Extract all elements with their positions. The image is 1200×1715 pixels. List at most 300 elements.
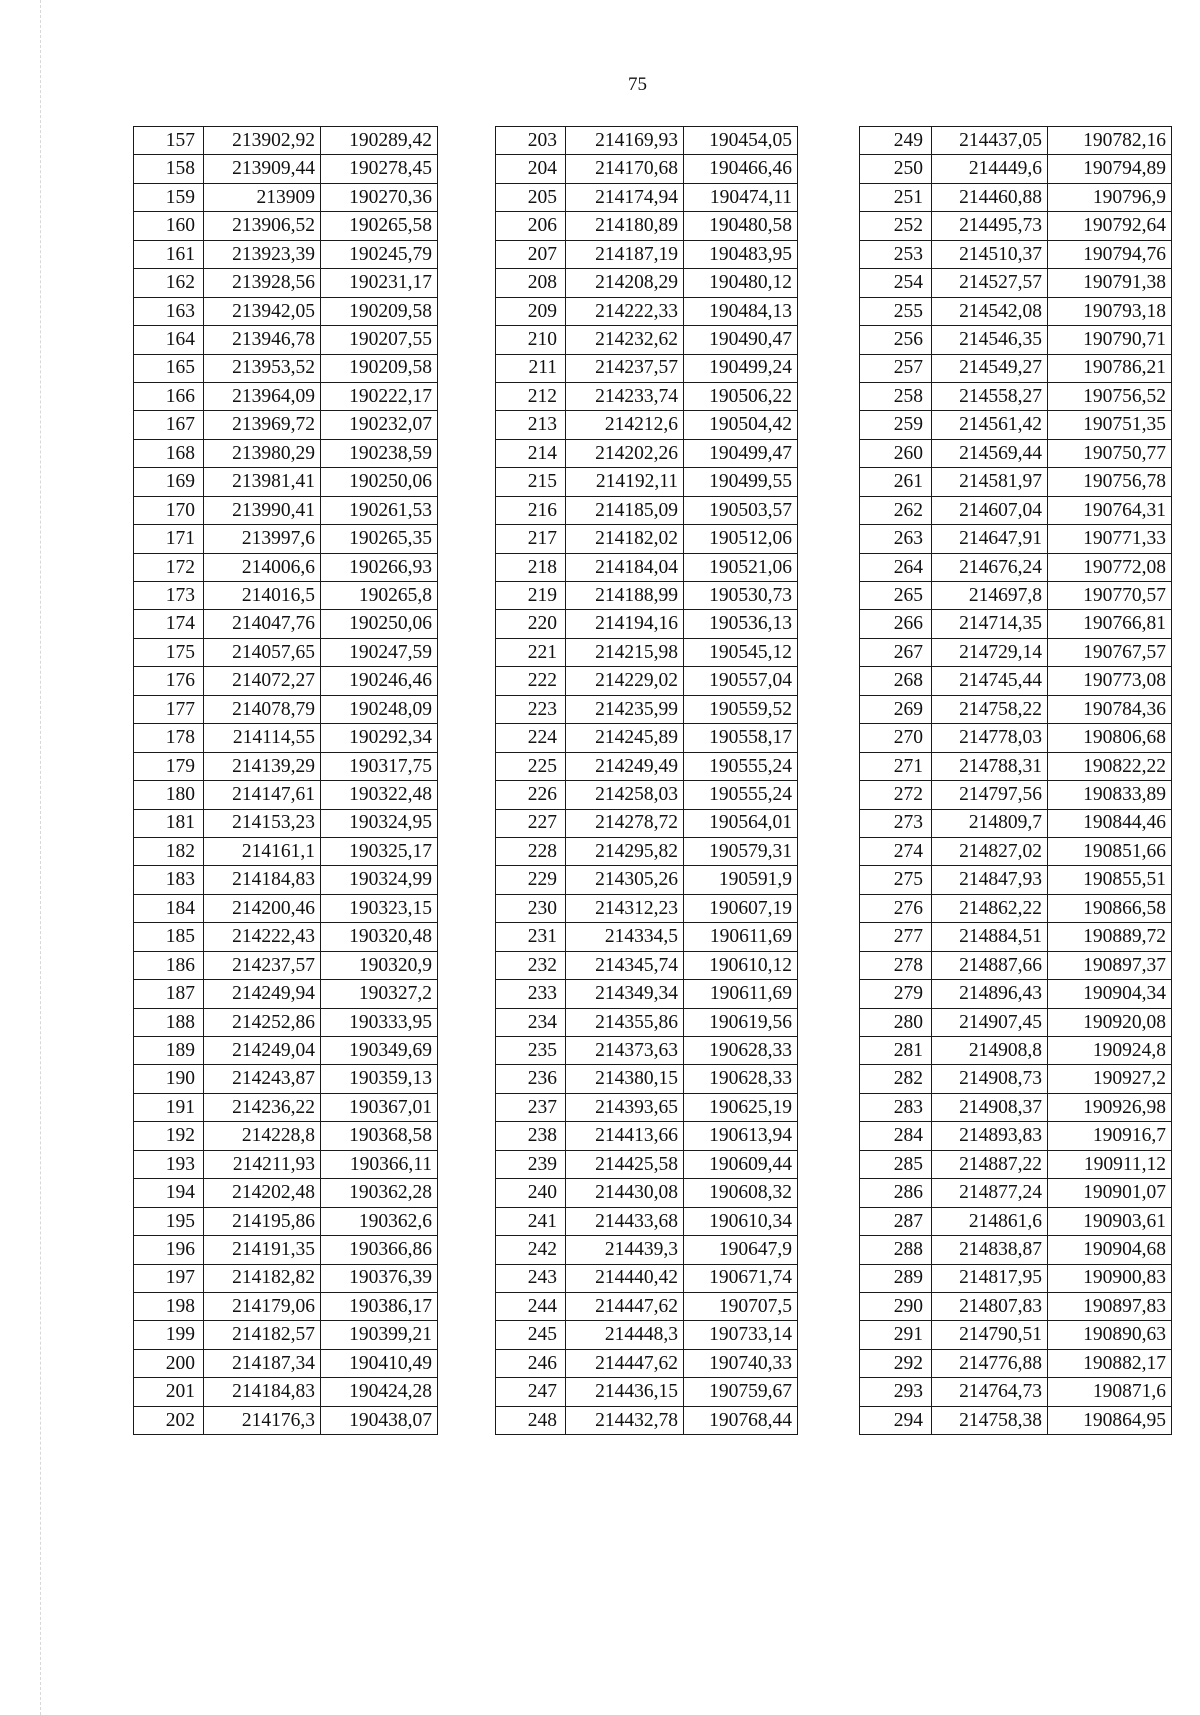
table-row (860, 1321, 1172, 1349)
point-number-cell: 169 (134, 468, 204, 496)
x-coordinate-cell: 214212,6 (566, 411, 684, 439)
y-coordinate-cell: 190506,22 (684, 382, 798, 410)
point-number-cell: 281 (860, 1037, 932, 1065)
table-row (134, 894, 438, 922)
x-coordinate-cell: 214790,51 (932, 1321, 1048, 1349)
point-number-cell: 258 (860, 382, 932, 410)
point-number-cell: 271 (860, 752, 932, 780)
x-coordinate-cell: 214202,26 (566, 439, 684, 467)
point-number-cell: 162 (134, 269, 204, 297)
y-coordinate-cell: 190399,21 (321, 1321, 438, 1349)
point-number-cell: 157 (134, 127, 204, 155)
x-coordinate-cell: 214191,35 (204, 1236, 321, 1264)
y-coordinate-cell: 190317,75 (321, 752, 438, 780)
table-row (134, 1264, 438, 1292)
table-row (860, 382, 1172, 410)
point-number-cell: 220 (496, 610, 566, 638)
point-number-cell: 289 (860, 1264, 932, 1292)
table-row (496, 809, 798, 837)
table-row (496, 894, 798, 922)
y-coordinate-cell: 190512,06 (684, 525, 798, 553)
point-number-cell: 257 (860, 354, 932, 382)
x-coordinate-cell: 214161,1 (204, 837, 321, 865)
x-coordinate-cell: 214237,57 (566, 354, 684, 382)
x-coordinate-cell: 214430,08 (566, 1179, 684, 1207)
x-coordinate-cell: 214182,82 (204, 1264, 321, 1292)
table-row (496, 980, 798, 1008)
x-coordinate-cell: 214447,62 (566, 1349, 684, 1377)
x-coordinate-cell: 214447,62 (566, 1292, 684, 1320)
point-number-cell: 219 (496, 582, 566, 610)
y-coordinate-cell: 190920,08 (1048, 1008, 1172, 1036)
table-row (860, 1150, 1172, 1178)
point-number-cell: 265 (860, 582, 932, 610)
point-number-cell: 158 (134, 155, 204, 183)
x-coordinate-cell: 214232,62 (566, 326, 684, 354)
point-number-cell: 180 (134, 781, 204, 809)
x-coordinate-cell: 214561,42 (932, 411, 1048, 439)
table-row (134, 155, 438, 183)
table-row (496, 1179, 798, 1207)
point-number-cell: 239 (496, 1150, 566, 1178)
x-coordinate-cell: 214676,24 (932, 553, 1048, 581)
point-number-cell: 253 (860, 240, 932, 268)
y-coordinate-cell: 190889,72 (1048, 923, 1172, 951)
x-coordinate-cell: 214233,74 (566, 382, 684, 410)
table-row (134, 809, 438, 837)
x-coordinate-cell: 214153,23 (204, 809, 321, 837)
x-coordinate-cell: 214047,76 (204, 610, 321, 638)
y-coordinate-cell: 190864,95 (1048, 1406, 1172, 1434)
x-coordinate-cell: 214788,31 (932, 752, 1048, 780)
table-row (860, 127, 1172, 155)
point-number-cell: 218 (496, 553, 566, 581)
table-row (134, 1179, 438, 1207)
x-coordinate-cell: 214495,73 (932, 212, 1048, 240)
table-row (134, 297, 438, 325)
x-coordinate-cell: 213990,41 (204, 496, 321, 524)
y-coordinate-cell: 190851,66 (1048, 837, 1172, 865)
x-coordinate-cell: 214862,22 (932, 894, 1048, 922)
x-coordinate-cell: 214222,33 (566, 297, 684, 325)
coordinates-table-3 (859, 126, 1172, 1435)
x-coordinate-cell: 213906,52 (204, 212, 321, 240)
point-number-cell: 284 (860, 1122, 932, 1150)
x-coordinate-cell: 214425,58 (566, 1150, 684, 1178)
point-number-cell: 283 (860, 1093, 932, 1121)
x-coordinate-cell: 213902,92 (204, 127, 321, 155)
point-number-cell: 243 (496, 1264, 566, 1292)
y-coordinate-cell: 190610,34 (684, 1207, 798, 1235)
y-coordinate-cell: 190499,47 (684, 439, 798, 467)
y-coordinate-cell: 190265,8 (321, 582, 438, 610)
table-row (496, 1065, 798, 1093)
table-row (134, 525, 438, 553)
x-coordinate-cell: 214887,22 (932, 1150, 1048, 1178)
x-coordinate-cell: 214182,57 (204, 1321, 321, 1349)
x-coordinate-cell: 214393,65 (566, 1093, 684, 1121)
x-coordinate-cell: 213928,56 (204, 269, 321, 297)
point-number-cell: 189 (134, 1037, 204, 1065)
x-coordinate-cell: 214778,03 (932, 724, 1048, 752)
table-row (860, 439, 1172, 467)
y-coordinate-cell: 190770,57 (1048, 582, 1172, 610)
table-row (134, 411, 438, 439)
table-row (860, 183, 1172, 211)
y-coordinate-cell: 190607,19 (684, 894, 798, 922)
table-row (134, 1065, 438, 1093)
table-row (134, 1406, 438, 1434)
x-coordinate-cell: 213946,78 (204, 326, 321, 354)
point-number-cell: 190 (134, 1065, 204, 1093)
table-row (860, 1236, 1172, 1264)
y-coordinate-cell: 190368,58 (321, 1122, 438, 1150)
point-number-cell: 195 (134, 1207, 204, 1235)
y-coordinate-cell: 190911,12 (1048, 1150, 1172, 1178)
y-coordinate-cell: 190266,93 (321, 553, 438, 581)
point-number-cell: 252 (860, 212, 932, 240)
point-number-cell: 264 (860, 553, 932, 581)
y-coordinate-cell: 190231,17 (321, 269, 438, 297)
table-row (496, 951, 798, 979)
table-row (860, 1378, 1172, 1406)
y-coordinate-cell: 190591,9 (684, 866, 798, 894)
table-row (134, 1378, 438, 1406)
y-coordinate-cell: 190278,45 (321, 155, 438, 183)
point-number-cell: 173 (134, 582, 204, 610)
y-coordinate-cell: 190619,56 (684, 1008, 798, 1036)
point-number-cell: 175 (134, 638, 204, 666)
table-row (860, 496, 1172, 524)
table-row (860, 155, 1172, 183)
x-coordinate-cell: 214847,93 (932, 866, 1048, 894)
table-row (860, 354, 1172, 382)
y-coordinate-cell: 190557,04 (684, 667, 798, 695)
y-coordinate-cell: 190324,99 (321, 866, 438, 894)
table-row (134, 240, 438, 268)
point-number-cell: 187 (134, 980, 204, 1008)
scan-edge-line (40, 0, 41, 1715)
point-number-cell: 235 (496, 1037, 566, 1065)
table-row (496, 127, 798, 155)
y-coordinate-cell: 190265,58 (321, 212, 438, 240)
point-number-cell: 161 (134, 240, 204, 268)
point-number-cell: 179 (134, 752, 204, 780)
x-coordinate-cell: 214016,5 (204, 582, 321, 610)
table-row (496, 923, 798, 951)
table-row (134, 781, 438, 809)
y-coordinate-cell: 190564,01 (684, 809, 798, 837)
point-number-cell: 226 (496, 781, 566, 809)
table-row (860, 638, 1172, 666)
table-row (134, 212, 438, 240)
x-coordinate-cell: 214187,34 (204, 1349, 321, 1377)
y-coordinate-cell: 190647,9 (684, 1236, 798, 1264)
y-coordinate-cell: 190245,79 (321, 240, 438, 268)
table-row (496, 610, 798, 638)
x-coordinate-cell: 214581,97 (932, 468, 1048, 496)
y-coordinate-cell: 190545,12 (684, 638, 798, 666)
point-number-cell: 274 (860, 837, 932, 865)
y-coordinate-cell: 190855,51 (1048, 866, 1172, 894)
x-coordinate-cell: 214558,27 (932, 382, 1048, 410)
table-row (134, 1236, 438, 1264)
table-row (134, 553, 438, 581)
point-number-cell: 272 (860, 781, 932, 809)
y-coordinate-cell: 190320,9 (321, 951, 438, 979)
table-row (860, 525, 1172, 553)
point-number-cell: 246 (496, 1349, 566, 1377)
x-coordinate-cell: 214078,79 (204, 695, 321, 723)
point-number-cell: 196 (134, 1236, 204, 1264)
point-number-cell: 216 (496, 496, 566, 524)
x-coordinate-cell: 213969,72 (204, 411, 321, 439)
point-number-cell: 247 (496, 1378, 566, 1406)
table-row (496, 752, 798, 780)
point-number-cell: 210 (496, 326, 566, 354)
table-row (134, 980, 438, 1008)
point-number-cell: 176 (134, 667, 204, 695)
point-number-cell: 178 (134, 724, 204, 752)
x-coordinate-cell: 214887,66 (932, 951, 1048, 979)
x-coordinate-cell: 214460,88 (932, 183, 1048, 211)
point-number-cell: 205 (496, 183, 566, 211)
y-coordinate-cell: 190366,86 (321, 1236, 438, 1264)
x-coordinate-cell: 214877,24 (932, 1179, 1048, 1207)
point-number-cell: 238 (496, 1122, 566, 1150)
x-coordinate-cell: 213981,41 (204, 468, 321, 496)
table-row (860, 610, 1172, 638)
table-row (496, 382, 798, 410)
y-coordinate-cell: 190793,18 (1048, 297, 1172, 325)
y-coordinate-cell: 190890,63 (1048, 1321, 1172, 1349)
table-row (860, 1093, 1172, 1121)
table-row (134, 638, 438, 666)
y-coordinate-cell: 190438,07 (321, 1406, 438, 1434)
table-row (860, 240, 1172, 268)
x-coordinate-cell: 214295,82 (566, 837, 684, 865)
x-coordinate-cell: 214057,65 (204, 638, 321, 666)
y-coordinate-cell: 190483,95 (684, 240, 798, 268)
table-row (496, 695, 798, 723)
y-coordinate-cell: 190790,71 (1048, 326, 1172, 354)
y-coordinate-cell: 190466,46 (684, 155, 798, 183)
point-number-cell: 261 (860, 468, 932, 496)
point-number-cell: 168 (134, 439, 204, 467)
y-coordinate-cell: 190325,17 (321, 837, 438, 865)
table-row (860, 809, 1172, 837)
table-row (496, 1406, 798, 1434)
x-coordinate-cell: 214439,3 (566, 1236, 684, 1264)
x-coordinate-cell: 214202,48 (204, 1179, 321, 1207)
point-number-cell: 184 (134, 894, 204, 922)
table-row (496, 1150, 798, 1178)
point-number-cell: 248 (496, 1406, 566, 1434)
point-number-cell: 294 (860, 1406, 932, 1434)
point-number-cell: 251 (860, 183, 932, 211)
y-coordinate-cell: 190292,34 (321, 724, 438, 752)
table-row (496, 1378, 798, 1406)
x-coordinate-cell: 214827,02 (932, 837, 1048, 865)
table-row (134, 269, 438, 297)
x-coordinate-cell: 214072,27 (204, 667, 321, 695)
y-coordinate-cell: 190611,69 (684, 923, 798, 951)
x-coordinate-cell: 214170,68 (566, 155, 684, 183)
point-number-cell: 185 (134, 923, 204, 951)
x-coordinate-cell: 214809,7 (932, 809, 1048, 837)
x-coordinate-cell: 214448,3 (566, 1321, 684, 1349)
y-coordinate-cell: 190247,59 (321, 638, 438, 666)
y-coordinate-cell: 190250,06 (321, 468, 438, 496)
point-number-cell: 275 (860, 866, 932, 894)
point-number-cell: 276 (860, 894, 932, 922)
point-number-cell: 215 (496, 468, 566, 496)
y-coordinate-cell: 190771,33 (1048, 525, 1172, 553)
y-coordinate-cell: 190530,73 (684, 582, 798, 610)
x-coordinate-cell: 214228,8 (204, 1122, 321, 1150)
table-row (860, 1207, 1172, 1235)
x-coordinate-cell: 214807,83 (932, 1292, 1048, 1320)
y-coordinate-cell: 190900,83 (1048, 1264, 1172, 1292)
point-number-cell: 222 (496, 667, 566, 695)
table-row (860, 980, 1172, 1008)
table-row (860, 326, 1172, 354)
point-number-cell: 223 (496, 695, 566, 723)
point-number-cell: 259 (860, 411, 932, 439)
table-row (496, 1321, 798, 1349)
x-coordinate-cell: 214169,93 (566, 127, 684, 155)
x-coordinate-cell: 213980,29 (204, 439, 321, 467)
y-coordinate-cell: 190767,57 (1048, 638, 1172, 666)
x-coordinate-cell: 214729,14 (932, 638, 1048, 666)
point-number-cell: 286 (860, 1179, 932, 1207)
table-row (860, 212, 1172, 240)
table-row (860, 667, 1172, 695)
point-number-cell: 236 (496, 1065, 566, 1093)
x-coordinate-cell: 214817,95 (932, 1264, 1048, 1292)
x-coordinate-cell: 214236,22 (204, 1093, 321, 1121)
y-coordinate-cell: 190916,7 (1048, 1122, 1172, 1150)
point-number-cell: 171 (134, 525, 204, 553)
x-coordinate-cell: 213953,52 (204, 354, 321, 382)
point-number-cell: 288 (860, 1236, 932, 1264)
x-coordinate-cell: 214745,44 (932, 667, 1048, 695)
y-coordinate-cell: 190782,16 (1048, 127, 1172, 155)
point-number-cell: 186 (134, 951, 204, 979)
y-coordinate-cell: 190740,33 (684, 1349, 798, 1377)
y-coordinate-cell: 190474,11 (684, 183, 798, 211)
y-coordinate-cell: 190376,39 (321, 1264, 438, 1292)
y-coordinate-cell: 190764,31 (1048, 496, 1172, 524)
table-row (496, 1349, 798, 1377)
point-number-cell: 266 (860, 610, 932, 638)
point-number-cell: 212 (496, 382, 566, 410)
point-number-cell: 163 (134, 297, 204, 325)
table-row (860, 411, 1172, 439)
y-coordinate-cell: 190924,8 (1048, 1037, 1172, 1065)
point-number-cell: 183 (134, 866, 204, 894)
table-row (496, 1236, 798, 1264)
y-coordinate-cell: 190608,32 (684, 1179, 798, 1207)
x-coordinate-cell: 214433,68 (566, 1207, 684, 1235)
x-coordinate-cell: 213909 (204, 183, 321, 211)
x-coordinate-cell: 213997,6 (204, 525, 321, 553)
y-coordinate-cell: 190784,36 (1048, 695, 1172, 723)
y-coordinate-cell: 190766,81 (1048, 610, 1172, 638)
point-number-cell: 202 (134, 1406, 204, 1434)
x-coordinate-cell: 214139,29 (204, 752, 321, 780)
x-coordinate-cell: 214893,83 (932, 1122, 1048, 1150)
point-number-cell: 207 (496, 240, 566, 268)
y-coordinate-cell: 190786,21 (1048, 354, 1172, 382)
x-coordinate-cell: 214222,43 (204, 923, 321, 951)
y-coordinate-cell: 190926,98 (1048, 1093, 1172, 1121)
table-row (134, 1292, 438, 1320)
point-number-cell: 250 (860, 155, 932, 183)
x-coordinate-cell: 214174,94 (566, 183, 684, 211)
y-coordinate-cell: 190610,12 (684, 951, 798, 979)
point-number-cell: 200 (134, 1349, 204, 1377)
y-coordinate-cell: 190613,94 (684, 1122, 798, 1150)
x-coordinate-cell: 214235,99 (566, 695, 684, 723)
y-coordinate-cell: 190410,49 (321, 1349, 438, 1377)
table-row (860, 1264, 1172, 1292)
x-coordinate-cell: 214440,42 (566, 1264, 684, 1292)
point-number-cell: 293 (860, 1378, 932, 1406)
point-number-cell: 214 (496, 439, 566, 467)
point-number-cell: 278 (860, 951, 932, 979)
y-coordinate-cell: 190480,12 (684, 269, 798, 297)
point-number-cell: 192 (134, 1122, 204, 1150)
table-row (860, 1122, 1172, 1150)
table-row (860, 951, 1172, 979)
y-coordinate-cell: 190897,83 (1048, 1292, 1172, 1320)
point-number-cell: 230 (496, 894, 566, 922)
x-coordinate-cell: 214114,55 (204, 724, 321, 752)
table-row (496, 582, 798, 610)
table-row (134, 724, 438, 752)
y-coordinate-cell: 190844,46 (1048, 809, 1172, 837)
y-coordinate-cell: 190866,58 (1048, 894, 1172, 922)
y-coordinate-cell: 190903,61 (1048, 1207, 1172, 1235)
y-coordinate-cell: 190833,89 (1048, 781, 1172, 809)
table-row (860, 837, 1172, 865)
table-row (134, 1349, 438, 1377)
table-row (860, 1292, 1172, 1320)
point-number-cell: 170 (134, 496, 204, 524)
y-coordinate-cell: 190806,68 (1048, 724, 1172, 752)
x-coordinate-cell: 213964,09 (204, 382, 321, 410)
y-coordinate-cell: 190366,11 (321, 1150, 438, 1178)
y-coordinate-cell: 190323,15 (321, 894, 438, 922)
y-coordinate-cell: 190499,24 (684, 354, 798, 382)
y-coordinate-cell: 190424,28 (321, 1378, 438, 1406)
x-coordinate-cell: 214312,23 (566, 894, 684, 922)
table-row (496, 1008, 798, 1036)
x-coordinate-cell: 214215,98 (566, 638, 684, 666)
point-number-cell: 217 (496, 525, 566, 553)
y-coordinate-cell: 190359,13 (321, 1065, 438, 1093)
y-coordinate-cell: 190270,36 (321, 183, 438, 211)
point-number-cell: 249 (860, 127, 932, 155)
point-number-cell: 291 (860, 1321, 932, 1349)
table-row (134, 837, 438, 865)
y-coordinate-cell: 190454,05 (684, 127, 798, 155)
x-coordinate-cell: 214176,3 (204, 1406, 321, 1434)
point-number-cell: 270 (860, 724, 932, 752)
y-coordinate-cell: 190773,08 (1048, 667, 1172, 695)
x-coordinate-cell: 214896,43 (932, 980, 1048, 1008)
